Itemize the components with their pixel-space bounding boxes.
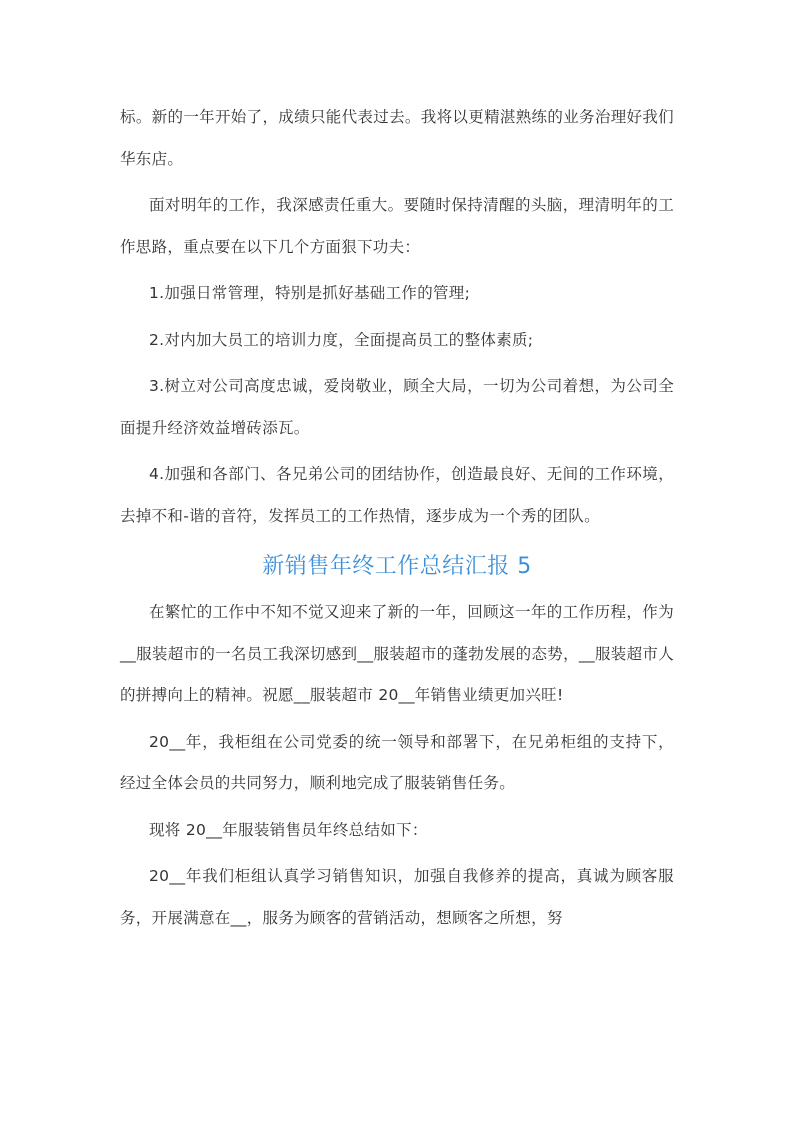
paragraph-plan-intro: 面对明年的工作，我深感责任重大。要随时保持清醒的头脑，理清明年的工作思路，重点要在以下几个方面狠下功夫： — [120, 196, 674, 256]
list-item-2: 2.对内加大员工的培训力度，全面提高员工的整体素质; — [149, 330, 534, 349]
list-item-1: 1.加强日常管理，特别是抓好基础工作的管理; — [149, 284, 471, 302]
paragraph-study: 20__年我们柜组认真学习销售知识，加强自我修养的提高，真诚为顾客服务，开展满意在__，服务为顾客的营销活动，想顾客之所想，努 — [120, 867, 674, 927]
paragraph-intro: 在繁忙的工作中不知不觉又迎来了新的一年，回顾这一年的工作历程，作为__服装超市的一名员工我深切感到__服装超市的蓬勃发展的态势，__服装超市人的拼搏向上的精神。祝愿__服装超市 20__年销售业绩更加兴旺! — [120, 603, 674, 704]
document-body — [120, 97, 674, 944]
section-heading: 新销售年终工作总结汇报 5 — [262, 554, 532, 579]
paragraph-achievement: 20__年，我柜组在公司党委的统一领导和部署下，在兄弟柜组的支持下，经过全体会员的共同努力，顺利地完成了服装销售任务。 — [120, 732, 674, 792]
list-item-3: 3.树立对公司高度忠诚，爱岗敬业，顾全大局，一切为公司着想，为公司全面提升经济效益增砖添瓦。 — [120, 377, 674, 437]
paragraph-summary-lead: 现将 20__年服装销售员年终总结如下： — [149, 820, 428, 839]
paragraph-continuation: 标。新的一年开始了，成绩只能代表过去。我将以更精湛熟练的业务治理好我们华东店。 — [120, 108, 674, 168]
list-item-4: 4.加强和各部门、各兄弟公司的团结协作，创造最良好、无间的工作环境，去掉不和-谐的音符，发挥员工的工作热情，逐步成为一个秀的团队。 — [120, 465, 674, 525]
